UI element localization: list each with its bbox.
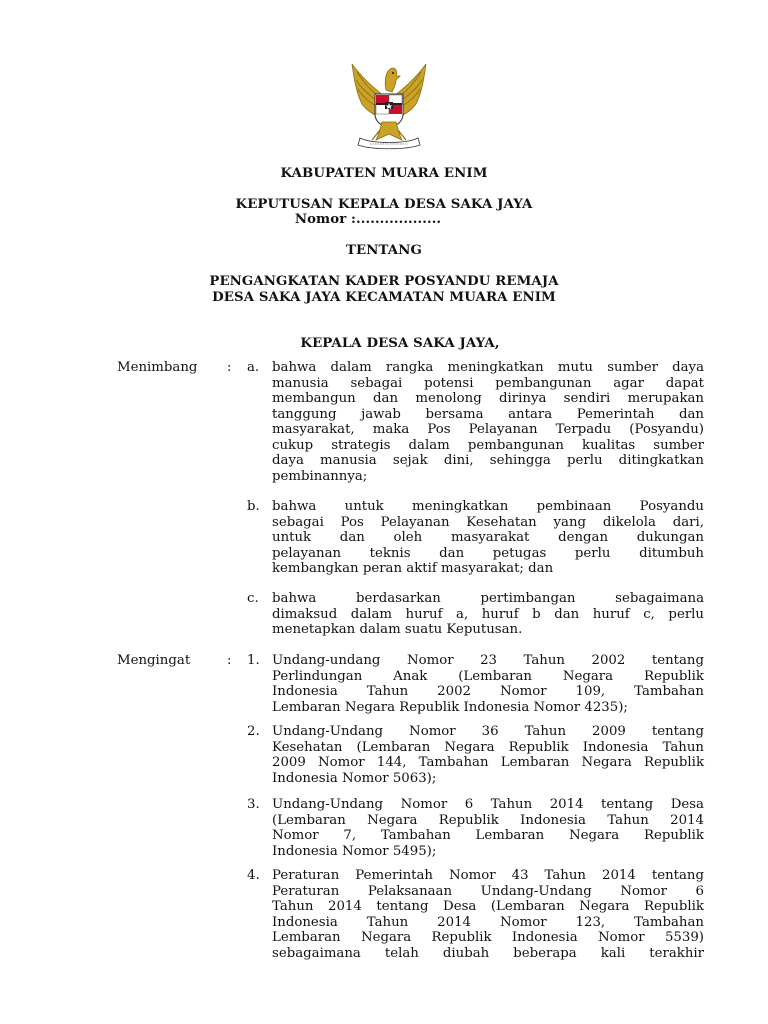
text-line: Indonesia Tahun 2002 Nomor 109, Tambahan [272,684,704,699]
text-line: Tahun 2014 tentang Desa (Lembaran Negara Republik [272,899,704,914]
menimbang-item-c-mark: c. [247,591,259,606]
mengingat-item-4 [272,868,704,961]
authority-heading: KEPALA DESA SAKA JAYA, [300,336,500,351]
mengingat-item-1-mark: 1. [247,653,260,668]
text-line: daya manusia sejak dini, sehingga perlu ditingkatkan [272,453,704,468]
menimbang-label: Menimbang [117,360,198,375]
text-line: Perlindungan Anak (Lembaran Negara Republik [272,668,704,684]
text-line: Undang-Undang Nomor 6 Tahun 2014 tentang Desa [272,797,704,812]
text-line: Undang-Undang Nomor 36 Tahun 2009 tentang [272,724,704,739]
text-line: membangun dan menolong dirinya sendiri merupakan [272,391,704,406]
subject-line-2: DESA SAKA JAYA KECAMATAN MUARA ENIM [212,290,556,305]
text-line: Nomor 7, Tambahan Lembaran Negara Republik [272,828,704,843]
text-line: menetapkan dalam suatu Keputusan. [272,622,523,637]
text-line: bahwa dalam rangka meningkatkan mutu sumber daya [272,360,704,375]
text-line: masyarakat, maka Pos Pelayanan Terpadu (Posyandu) [272,422,704,437]
text-line: pelayanan teknis dan petugas perlu ditumbuh [272,545,704,561]
mengingat-item-3-mark: 3. [247,797,260,812]
text-line: (Lembaran Negara Republik Indonesia Tahun 2014 [272,812,704,828]
mengingat-item-1 [272,653,704,715]
text-line: sebagai Pos Pelayanan Kesehatan yang dikelola dari, [272,514,704,530]
mengingat-item-3 [272,797,704,859]
text-line: pembinannya; [272,468,368,484]
text-line: Peraturan Pemerintah Nomor 43 Tahun 2014 tentang [272,868,704,883]
text-line: Indonesia Nomor 5063); [272,770,437,786]
mengingat-item-4-mark: 4. [247,868,260,883]
garuda-pancasila-emblem-icon [348,58,430,152]
about-heading: TENTANG [346,243,422,258]
text-line: cukup strategis dalam pembangunan kualitas sumber [272,437,704,453]
text-line: 2009 Nomor 144, Tambahan Lembaran Negara Republik [272,755,704,770]
text-line: Lembaran Negara Republik Indonesia Nomor 4235); [272,699,628,715]
menimbang-item-c [272,591,704,638]
text-line: manusia sebagai potensi pembangunan agar dapat [272,375,704,391]
mengingat-colon: : [227,653,232,668]
text-line: Indonesia Nomor 5495); [272,843,437,859]
text-line: Peraturan Pelaksanaan Undang-Undang Nomor 6 [272,883,704,899]
regency-heading: KABUPATEN MUARA ENIM [280,166,488,181]
text-line: Indonesia Tahun 2014 Nomor 123, Tambahan [272,914,704,930]
text-line: dimaksud dalam huruf a, huruf b dan huruf c, perlu [272,606,704,622]
text-line: tanggung jawab bersama antara Pemerintah dan [272,406,704,422]
menimbang-item-a [272,360,704,484]
subject-line-1: PENGANGKATAN KADER POSYANDU REMAJA [209,274,559,289]
text-line: bahwa untuk meningkatkan pembinaan Posyandu [272,499,704,514]
text-line: untuk dan oleh masyarakat dengan dukungan [272,530,704,545]
menimbang-colon: : [227,360,232,375]
text-line: Undang-undang Nomor 23 Tahun 2002 tentang [272,653,704,668]
text-line: kembangkan peran aktif masyarakat; dan [272,561,554,576]
mengingat-item-2 [272,724,704,786]
mengingat-label: Mengingat [117,653,191,668]
menimbang-item-b [272,499,704,577]
mengingat-item-2-mark: 2. [247,724,260,739]
decree-number: Nomor :.................. [294,212,442,227]
text-line: Kesehatan (Lembaran Negara Republik Indonesia Tahun [272,739,704,755]
text-line: sebagaimana telah diubah beberapa kali terakhir [272,945,704,961]
menimbang-item-a-mark: a. [247,360,260,375]
text-line: Lembaran Negara Republik Indonesia Nomor 5539) [272,930,704,945]
menimbang-item-b-mark: b. [247,499,260,514]
decree-title: KEPUTUSAN KEPALA DESA SAKA JAYA [235,197,533,212]
text-line: bahwa berdasarkan pertimbangan sebagaimana [272,591,704,606]
